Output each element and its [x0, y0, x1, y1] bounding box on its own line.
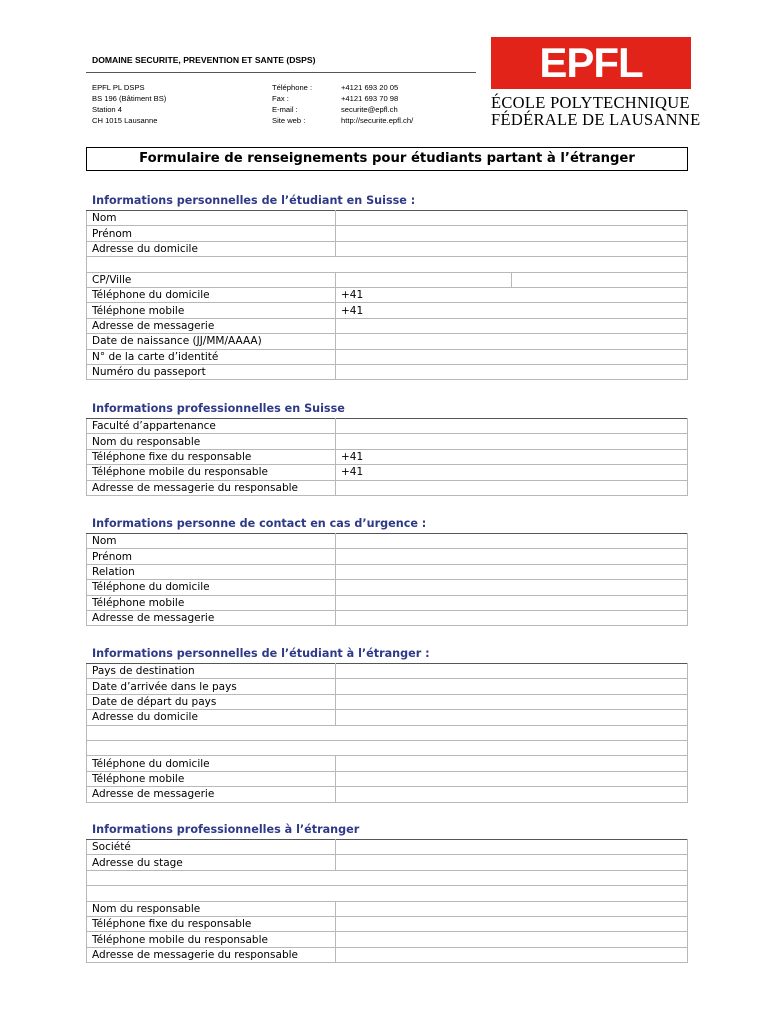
field-label: Téléphone mobile	[87, 771, 336, 786]
input-cell[interactable]	[336, 664, 688, 679]
city-input[interactable]	[512, 272, 688, 287]
input-cell[interactable]	[336, 916, 688, 931]
table-row	[87, 771, 688, 786]
field-label: Téléphone du domicile	[87, 580, 336, 595]
input-cell[interactable]	[336, 480, 688, 495]
table-row	[87, 257, 688, 272]
input-cell[interactable]	[336, 549, 688, 564]
logo-line-1: ÉCOLE POLYTECHNIQUE	[491, 93, 690, 112]
logo-line-2: FÉDÉRALE DE LAUSANNE	[491, 110, 701, 129]
input-cell[interactable]	[336, 241, 688, 256]
field-label: Nom du responsable	[87, 901, 336, 916]
contact-values	[341, 82, 413, 126]
table-row	[87, 725, 688, 740]
table-row	[87, 901, 688, 916]
table-row	[87, 664, 688, 679]
field-label: Adresse de messagerie du responsable	[87, 947, 336, 962]
contact-labels	[272, 82, 312, 126]
field-label: Date de naissance (JJ/MM/AAAA)	[87, 334, 336, 349]
field-label: Date d’arrivée dans le pays	[87, 679, 336, 694]
section-heading-emergency-contact: Informations personne de contact en cas d’urgence :	[92, 517, 427, 530]
field-label: Adresse de messagerie	[87, 318, 336, 333]
input-cell[interactable]	[336, 610, 688, 625]
postal-address	[92, 82, 166, 126]
table-row	[87, 364, 688, 379]
postal-code-input[interactable]	[336, 272, 512, 287]
input-cell[interactable]	[336, 211, 688, 226]
field-label: Téléphone fixe du responsable	[87, 449, 336, 464]
table-personal-switzerland	[86, 210, 688, 380]
contact-label: Site web :	[272, 116, 306, 125]
input-cell-wide[interactable]	[87, 740, 688, 755]
input-cell[interactable]	[336, 349, 688, 364]
section-heading-personal-abroad: Informations personnelles de l’étudiant à l’étranger :	[92, 647, 430, 660]
input-cell[interactable]	[336, 771, 688, 786]
table-row	[87, 241, 688, 256]
field-label: Nom	[87, 211, 336, 226]
table-row	[87, 334, 688, 349]
field-label: Téléphone du domicile	[87, 287, 336, 302]
field-label: Téléphone mobile du responsable	[87, 932, 336, 947]
field-label: Téléphone du domicile	[87, 756, 336, 771]
field-label: Téléphone mobile	[87, 595, 336, 610]
input-cell[interactable]	[336, 226, 688, 241]
address-line: CH 1015 Lausanne	[92, 116, 158, 125]
field-label: Adresse de messagerie du responsable	[87, 480, 336, 495]
field-label: Société	[87, 840, 336, 855]
table-emergency-contact	[86, 533, 688, 626]
input-cell-wide[interactable]	[87, 870, 688, 885]
input-cell[interactable]	[336, 679, 688, 694]
field-label: Adresse du stage	[87, 855, 336, 870]
table-row	[87, 272, 688, 287]
address-line: BS 196 (Bâtiment BS)	[92, 94, 167, 103]
table-row	[87, 211, 688, 226]
home-phone-input[interactable]: +41	[336, 287, 688, 302]
mobile-phone-input[interactable]: +41	[336, 465, 688, 480]
website-link[interactable]: http://securite.epfl.ch/	[341, 116, 414, 125]
table-personal-abroad	[86, 663, 688, 803]
table-row	[87, 870, 688, 885]
table-row	[87, 226, 688, 241]
field-label: Téléphone mobile du responsable	[87, 465, 336, 480]
field-label: Date de départ du pays	[87, 694, 336, 709]
table-row	[87, 595, 688, 610]
table-row	[87, 787, 688, 802]
table-row	[87, 480, 688, 495]
input-cell[interactable]	[336, 932, 688, 947]
address-line: EPFL PL DSPS	[92, 83, 145, 92]
field-label: Faculté d’appartenance	[87, 419, 336, 434]
input-cell[interactable]	[336, 840, 688, 855]
input-cell[interactable]	[336, 694, 688, 709]
table-row	[87, 434, 688, 449]
input-cell[interactable]	[336, 855, 688, 870]
section-heading-professional-abroad: Informations professionnelles à l’étranger	[92, 823, 360, 836]
table-row	[87, 549, 688, 564]
address-line: Station 4	[92, 105, 122, 114]
input-cell[interactable]	[336, 787, 688, 802]
table-row	[87, 303, 688, 318]
input-cell[interactable]	[336, 334, 688, 349]
table-row	[87, 886, 688, 901]
input-cell[interactable]	[336, 318, 688, 333]
input-cell-wide[interactable]	[87, 725, 688, 740]
field-label: Adresse de messagerie	[87, 610, 336, 625]
table-row	[87, 610, 688, 625]
field-label: Nom	[87, 534, 336, 549]
department-title: DOMAINE SECURITE, PREVENTION ET SANTE (DSPS)	[92, 55, 316, 65]
table-professional-switzerland	[86, 418, 688, 496]
contact-label: Fax :	[272, 94, 289, 103]
input-cell[interactable]	[336, 364, 688, 379]
table-row	[87, 740, 688, 755]
table-row	[87, 534, 688, 549]
table-row	[87, 756, 688, 771]
fax-number: +4121 693 70 98	[341, 94, 399, 103]
input-cell[interactable]	[336, 901, 688, 916]
table-professional-abroad	[86, 839, 688, 963]
mobile-phone-input[interactable]: +41	[336, 303, 688, 318]
phone-number: +4121 693 20 05	[341, 83, 399, 92]
field-label: Téléphone fixe du responsable	[87, 916, 336, 931]
field-label: Adresse du domicile	[87, 710, 336, 725]
input-cell-wide[interactable]	[87, 257, 688, 272]
fixed-phone-input[interactable]: +41	[336, 449, 688, 464]
table-row	[87, 855, 688, 870]
section-heading-professional-switzerland: Informations professionnelles en Suisse	[92, 402, 345, 415]
table-row	[87, 419, 688, 434]
field-label: Adresse du domicile	[87, 241, 336, 256]
input-cell[interactable]	[336, 419, 688, 434]
field-label: Adresse de messagerie	[87, 787, 336, 802]
input-cell[interactable]	[336, 564, 688, 579]
table-row	[87, 465, 688, 480]
table-row	[87, 564, 688, 579]
field-label: CP/Ville	[87, 272, 336, 287]
table-row	[87, 679, 688, 694]
table-row	[87, 710, 688, 725]
table-row	[87, 449, 688, 464]
field-label: Téléphone mobile	[87, 303, 336, 318]
table-row	[87, 694, 688, 709]
contact-label: E-mail :	[272, 105, 298, 114]
logo-letters: EPFL	[539, 39, 643, 86]
input-cell[interactable]	[336, 756, 688, 771]
field-label: Pays de destination	[87, 664, 336, 679]
input-cell-wide[interactable]	[87, 886, 688, 901]
field-label: N° de la carte d’identité	[87, 349, 336, 364]
section-heading-personal-switzerland: Informations personnelles de l’étudiant en Suisse :	[92, 194, 416, 207]
field-label: Nom du responsable	[87, 434, 336, 449]
input-cell[interactable]	[336, 580, 688, 595]
field-label: Prénom	[87, 226, 336, 241]
input-cell[interactable]	[336, 595, 688, 610]
epfl-logo	[491, 37, 691, 89]
field-label: Numéro du passeport	[87, 364, 336, 379]
form-title: Formulaire de renseignements pour étudiants partant à l’étranger	[86, 147, 688, 171]
table-row	[87, 916, 688, 931]
table-row	[87, 840, 688, 855]
header-divider	[86, 72, 476, 73]
email-link[interactable]: securite@epfl.ch	[341, 105, 398, 114]
table-row	[87, 932, 688, 947]
contact-label: Téléphone :	[272, 83, 313, 92]
field-label: Prénom	[87, 549, 336, 564]
input-cell[interactable]	[336, 710, 688, 725]
input-cell[interactable]	[336, 534, 688, 549]
table-row	[87, 349, 688, 364]
input-cell[interactable]	[336, 434, 688, 449]
field-label: Relation	[87, 564, 336, 579]
input-cell[interactable]	[336, 947, 688, 962]
table-row	[87, 947, 688, 962]
table-row	[87, 318, 688, 333]
table-row	[87, 580, 688, 595]
table-row	[87, 287, 688, 302]
